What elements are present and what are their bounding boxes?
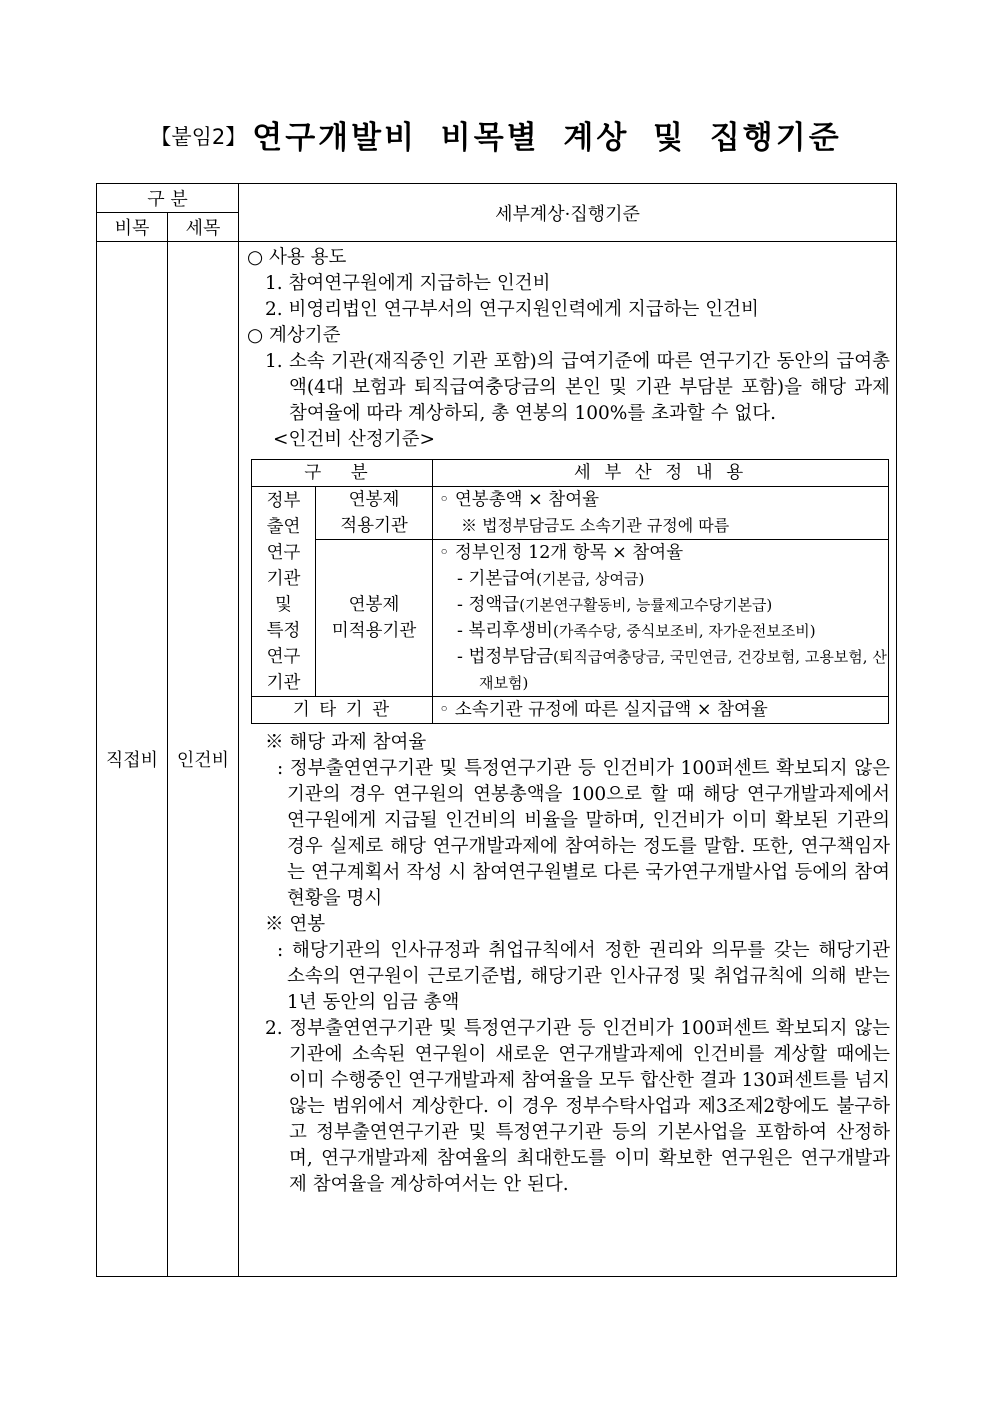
title-main: 연구개발비 비목별 계상 및 집행기준 xyxy=(252,120,842,156)
note-salary-body: : 해당기관의 인사규정과 취업규칙에서 정한 권리와 의무를 갖는 해당기관 소속의 연구원이 근로기준법, 해당기관 인사규정 및 취업규칙에 의해 받는 1년 동안의 임금 총액 xyxy=(277,940,890,1013)
note-salary-heading: ※ 연봉 xyxy=(265,914,326,935)
usage-item-1: 1. 참여연구원에게 지급하는 인건비 xyxy=(265,273,551,294)
row-semok: 인건비 xyxy=(168,242,239,1277)
header-detail: 세부계상·집행기준 xyxy=(239,184,897,242)
inner-header-detail: 세 부 산 정 내 용 xyxy=(433,460,889,487)
title-prefix: 【붙임2】 xyxy=(150,125,247,149)
criteria-heading: ○ 계상기준 xyxy=(247,325,341,346)
detail-content xyxy=(239,242,897,1277)
inner-r2-detail: ◦ 정부인정 12개 항목 × 참여율 - 기본급여(기본급, 상여금) - 정액급(기본연구활동비, 능률제고수당기본급) - 복리후생비(가족수당, 중식보조비, 자가운전보조비) - 법정부담금(퇴직급여충당금, 국민연금, 건강보험, 고용보험, 산재보험) xyxy=(433,540,889,697)
header-semok: 세목 xyxy=(168,213,239,242)
inner-r3-detail: ◦ 소속기관 규정에 따른 실지급액 × 참여율 xyxy=(433,697,889,724)
page-title xyxy=(0,112,992,157)
inner-table-label: <인건비 산정기준> xyxy=(273,429,435,450)
criteria-item-2: 2. 정부출연연구기관 및 특정연구기관 등 인건비가 100퍼센트 확보되지 않는 기관에 소속된 연구원이 새로운 연구개발과제에 인건비를 계상할 때에는 이미 수행중인 연구개발과제 참여율을 모두 합산한 결과 130퍼센트를 넘지 않는 범위에서 계상한다. 이 경우 정부수탁사업과 제3조제2항에도 불구하고 정부출연연구기관 및 특정연구기관 등의 기본사업을 포함하여 산정하며, 연구개발과제 참여율의 최대한도를 이미 확보한 연구원은 연구개발과제 참여율을 계상하여서는 안 된다. xyxy=(265,1018,890,1195)
inner-r1-label: 연봉제 적용기관 xyxy=(316,487,433,540)
note-participation-body: : 정부출연연구기관 및 특정연구기관 등 인건비가 100퍼센트 확보되지 않은 기관의 경우 연구원의 연봉총액을 100으로 할 때 해당 연구개발과제에서 연구원에게 지급될 인건비의 비율을 말하며, 인건비가 이미 확보된 기관의 경우 실제로 해당 연구개발과제에 참여하는 정도를 말함. 또한, 연구책임자는 연구계획서 작성 시 참여연구원별로 다른 국가연구개발사업 등에의 참여현황을 명시 xyxy=(277,758,890,909)
note-participation-heading: ※ 해당 과제 참여율 xyxy=(265,732,427,753)
salary-calc-table xyxy=(251,459,889,724)
inner-r3-label: 기 타 기 관 xyxy=(252,697,433,724)
inner-header-gubun: 구 분 xyxy=(252,460,433,487)
header-bimok: 비목 xyxy=(97,213,168,242)
criteria-item-1: 1. 소속 기관(재직중인 기관 포함)의 급여기준에 따른 연구기간 동안의 급여총액(4대 보험과 퇴직급여충당금의 본인 및 기관 부담분 포함)을 해당 과제 참여율에 따라 계상하되, 총 연봉의 100%를 초과할 수 없다. xyxy=(265,351,890,424)
inner-group-govt: 정부출연 연구기관 및 특정 연구 기관 xyxy=(252,487,316,697)
usage-heading: ○ 사용 용도 xyxy=(247,247,347,268)
header-gubun: 구 분 xyxy=(97,184,239,213)
criteria-table xyxy=(96,183,897,1277)
usage-item-2: 2. 비영리법인 연구부서의 연구지원인력에게 지급하는 인건비 xyxy=(265,299,759,320)
inner-r2-label: 연봉제 미적용기관 xyxy=(316,540,433,697)
inner-r1-detail: ◦ 연봉총액 × 참여율 ※ 법정부담금도 소속기관 규정에 따름 xyxy=(433,487,889,540)
row-bimok: 직접비 xyxy=(97,242,168,1277)
